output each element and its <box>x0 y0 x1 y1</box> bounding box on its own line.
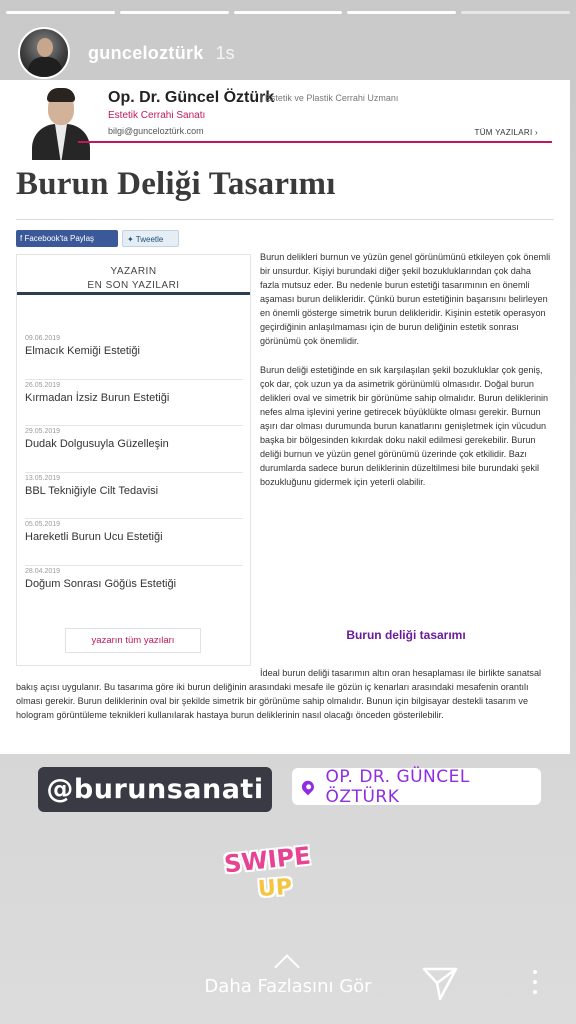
story-progress-bar <box>6 11 570 14</box>
doctor-photo <box>28 84 94 160</box>
post-date: 28.04.2019 <box>25 567 61 575</box>
tweet-button[interactable] <box>122 230 179 247</box>
mention-sticker[interactable] <box>38 767 272 812</box>
location-sticker[interactable] <box>292 768 541 805</box>
location-text: OP. DR. GÜNCEL ÖZTÜRK <box>325 766 470 807</box>
all-posts-link[interactable]: TÜM YAZILARI › <box>474 128 538 137</box>
tweet-label: Tweetle <box>135 235 164 244</box>
facebook-icon: f <box>20 234 25 243</box>
post-title: Hareketli Burun Ucu Estetiği <box>25 531 163 544</box>
list-item[interactable] <box>25 566 243 613</box>
twitter-icon: ✦ <box>127 235 136 244</box>
header-divider <box>78 141 552 143</box>
sidebar-heading-line2: EN SON YAZILARI <box>87 280 180 291</box>
screenshot-card <box>0 80 570 754</box>
title-divider <box>16 219 554 220</box>
facebook-share-button[interactable] <box>16 230 118 247</box>
post-list <box>25 333 243 613</box>
list-item[interactable] <box>25 380 243 427</box>
mention-text: @burunsanati <box>46 774 264 805</box>
sidebar-heading <box>17 265 250 293</box>
article-paragraph: İdeal burun deliği tasarımın altın oran hesaplaması ile birlikte sanatsal bakış açısı uygulanır. Bu tasarıma göre iki burun deliğinin arasındaki mesafe ile gözün iç kenarları arasındaki mesafenin orantılı olması gerekir. Burun deliklerinin oval bir şekilde simetrik bir görünüme sahip olmalıdır. Bunun için bilgisayar destekli tasarım ve hologram görüntüleme teknikleri kullanılarak hastaya burun deliklerinin nasıl olacağı önceden gösterilebilir. <box>16 668 542 720</box>
post-date: 09.06.2019 <box>25 335 61 342</box>
time-ago: 1s <box>215 42 235 63</box>
post-date: 29.05.2019 <box>25 428 61 436</box>
doctor-name: Op. Dr. Güncel Öztürk <box>108 89 275 106</box>
progress-segment <box>347 11 456 14</box>
article-subheading: Burun deliği tasarımı <box>346 628 466 642</box>
facebook-share-label: Facebook'ta Paylaş <box>24 234 95 243</box>
article-wide-paragraph-container <box>16 666 554 722</box>
page-title: Burun Deliği Tasarımı <box>16 166 336 202</box>
post-title: BBL Tekniğiyle Cilt Tedavisi <box>25 484 159 497</box>
progress-segment <box>120 11 229 14</box>
latest-posts-sidebar <box>16 254 251 666</box>
swipe-word: SWIPE <box>222 841 312 879</box>
story-header <box>18 27 235 79</box>
progress-segment <box>234 11 343 14</box>
site-header <box>18 80 554 160</box>
list-item[interactable] <box>25 426 243 473</box>
post-title: Elmacık Kemiği Estetiği <box>25 345 140 357</box>
post-title: Kırmadan İzsiz Burun Estetiği <box>25 391 170 404</box>
brand-name: Estetik Cerrahi Sanatı <box>108 110 206 121</box>
see-more-label: Daha Fazlasını Gör <box>204 976 372 997</box>
up-word: UP <box>257 874 293 903</box>
article-paragraph: Burun deliği estetiğinde en sık karşılaşılan şekil bozukluklar çok geniş, çok dar, çok uzun ya da asimetrik görünümlü olmasıdır. Doğal burun delikleri oval ve simetrik bir görünüme sahip olmalıdır. Burun deliklerinin nefes alma işlevini yerine getirecek büyüklükte olması gerekir. Burnun aşırı dar olması durumunda burun kanatlarını genişletmek için vücudun başka bir bölgesinden kıkırdak doku nakil edilmesi gerekebilir. Burun deliği burnun ve yüzün genel görünümü üzerinde çok etkilidir. Bazı durumlarda sadece burun deliklerinin düzeltilmesi bile burundaki şekil bozukluğunu gidermek için yeterli olabilir. <box>260 365 549 487</box>
email: bilgi@gunceloztürk.com <box>108 126 204 136</box>
post-title: Dudak Dolgusuyla Güzelleşin <box>25 438 169 451</box>
post-date: 26.05.2019 <box>25 381 61 389</box>
more-options-icon[interactable] <box>528 970 542 1000</box>
post-date: 05.05.2019 <box>25 521 61 529</box>
list-item[interactable] <box>25 473 243 520</box>
send-icon[interactable] <box>420 963 460 1003</box>
sidebar-heading-line1: YAZARIN <box>110 266 157 277</box>
list-item[interactable] <box>25 333 243 380</box>
post-date: 13.05.2019 <box>25 474 61 482</box>
article-body <box>260 250 552 504</box>
swipe-up-sticker <box>218 842 334 912</box>
sidebar-divider <box>17 292 250 295</box>
doctor-title: | Estetik ve Plastik Cerrahi Uzmanı <box>260 93 399 103</box>
all-author-posts-button[interactable]: yazarın tüm yazıları <box>65 628 201 653</box>
progress-segment <box>6 11 115 14</box>
location-pin-icon <box>299 778 316 795</box>
username[interactable]: gunceloztürk <box>88 42 204 63</box>
article-paragraph: Burun delikleri burnun ve yüzün genel görünümünü etkileyen çok önemli bir unsurdur. Kişiyi burundaki diğer şekil bozukluklarından çok daha fazla mutsuz eder. Bu nedenle burun estetiği tasarımının en önemli aşaması burun delikleridir. Çünkü burun estetiğinin başarısını belirleyen en önemli gösterge simetrik burun delikleridir. Kişinin estetik operasyon geçirdiğinin anlaşılmaması için de burun deliğinin estetik sonrası görünümü çok önemlidir. <box>260 252 551 346</box>
post-title: Doğum Sonrası Göğüs Estetiği <box>25 577 177 590</box>
avatar[interactable] <box>18 27 70 79</box>
list-item[interactable] <box>25 519 243 566</box>
progress-segment-current <box>461 11 570 14</box>
